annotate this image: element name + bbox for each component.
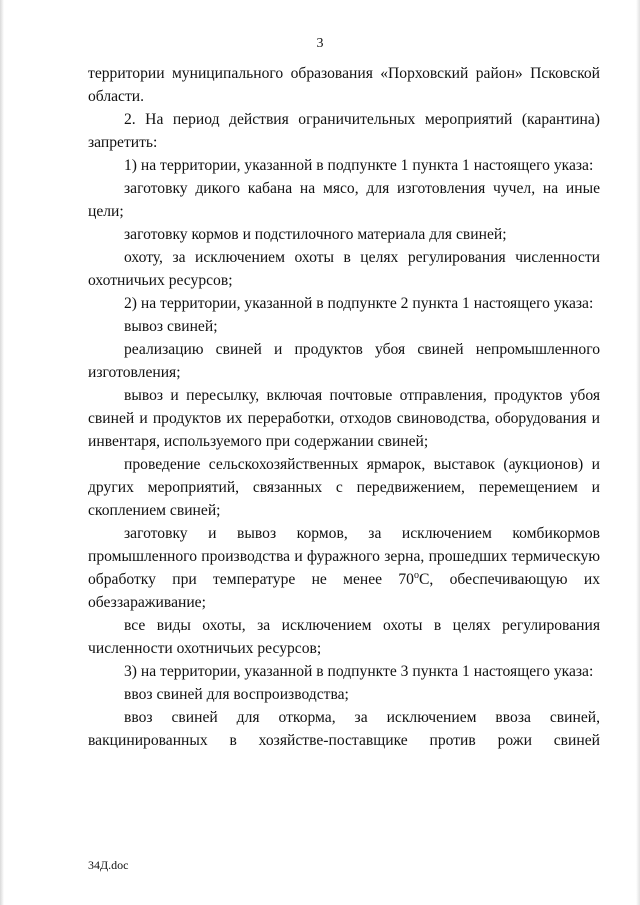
document-body — [88, 62, 600, 752]
paragraph-hunting-ban: охоту, за исключением охоты в целях регулирования численности охотничьих ресурсов; — [88, 249, 600, 289]
paragraph-pig-sale: реализацию свиней и продуктов убоя свиней непромышленного изготовления; — [88, 341, 600, 381]
paragraph-pig-export: вывоз свиней; — [124, 318, 218, 335]
feed-export-continuation: обеспечивающую их обеззараживание; — [88, 571, 600, 611]
paragraph-shipping-ban: вывоз и пересылку, включая почтовые отправления, продуктов убоя свиней и продуктов их переработки, отходов свиноводства, оборудования и инвентаря, используемого при содержании свиней; — [88, 387, 600, 450]
paragraph-feed-harvest: заготовку кормов и подстилочного материала для свиней; — [124, 226, 507, 243]
paragraph-fairs-ban: проведение сельскохозяйственных ярмарок, выставок (аукционов) и других мероприятий, связанных с передвижением, перемещением и скоплением свиней; — [88, 456, 600, 519]
paragraph-subitem-1: 1) на территории, указанной в подпункте 1 пункта 1 настоящего указа: — [124, 157, 594, 174]
paragraph-continuation: территории муниципального образования «Порховский район» Псковской области. — [88, 65, 600, 105]
paragraph-breeding-import: ввоз свиней для воспроизводства; — [124, 686, 349, 703]
feed-export-text: заготовку и вывоз кормов, за исключением комбикормов промышленного производства и фуражного зерна, прошедших термическую обработку при температуре не менее 70 — [88, 525, 600, 588]
paragraph-fattening-import: ввоз свиней для откорма, за исключением ввоза свиней, вакцинированных в хозяйстве-поставщике против рожи свиней — [88, 709, 600, 749]
paragraph-subitem-3: 3) на территории, указанной в подпункте 3 пункта 1 настоящего указа: — [124, 663, 594, 680]
paragraph-boar-harvest: заготовку дикого кабана на мясо, для изготовления чучел, на иные цели; — [88, 180, 600, 220]
paragraph-subitem-2: 2) на территории, указанной в подпункте 2 пункта 1 настоящего указа: — [124, 295, 594, 312]
temperature-unit: C, — [418, 571, 434, 588]
scan-edge-right — [636, 0, 640, 905]
paragraph-feed-export — [88, 522, 600, 614]
paragraph-item-2: 2. На период действия ограничительных мероприятий (карантина) запретить: — [88, 111, 600, 151]
scan-edge-left — [0, 0, 4, 905]
degree-superscript: o — [413, 569, 419, 581]
footer-file-name: 34Д.doc — [88, 858, 129, 872]
page-number: 3 — [316, 36, 324, 51]
paragraph-all-hunting-ban: все виды охоты, за исключением охоты в целях регулирования численности охотничьих ресурсов; — [88, 617, 600, 657]
